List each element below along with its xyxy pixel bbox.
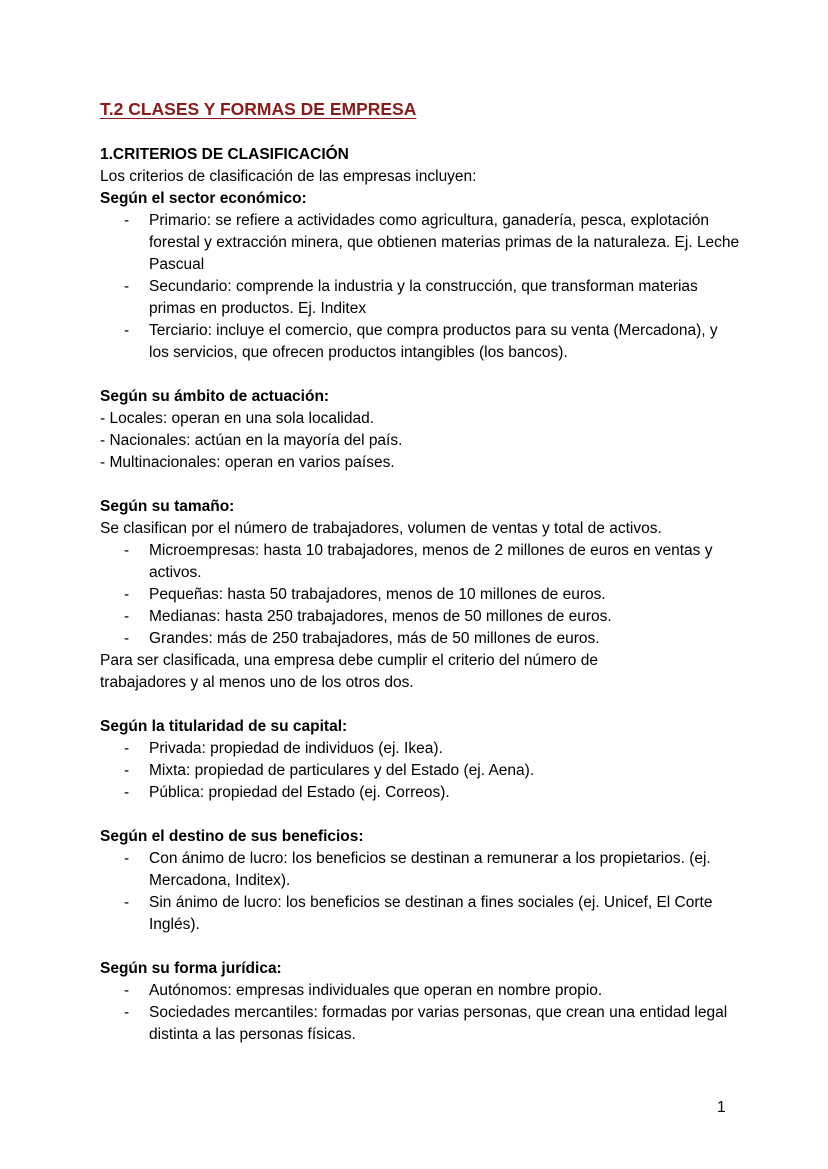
subheading-forma: Según su forma jurídica:	[100, 960, 282, 977]
destino-list	[100, 848, 740, 936]
tamano-note-line: Para ser clasificada, una empresa debe cumplir el criterio del número de	[100, 652, 598, 669]
ambito-line: - Locales: operan en una sola localidad.	[100, 410, 375, 427]
ambito-line: - Nacionales: actúan en la mayoría del país.	[100, 432, 403, 449]
sector-list	[100, 210, 740, 364]
list-item: - Sin ánimo de lucro: los beneficios se destinan a fines sociales (ej. Unicef, El Corte Inglés).	[100, 892, 740, 936]
forma-list	[100, 980, 740, 1046]
list-item: - Microempresas: hasta 10 trabajadores, menos de 2 millones de euros en ventas y activos.	[100, 540, 740, 584]
list-item: - Primario: se refiere a actividades como agricultura, ganadería, pesca, explotación forestal y extracción minera, que obtienen materias primas de la naturaleza. Ej. Leche Pascual	[100, 210, 740, 276]
document-body	[100, 96, 740, 1046]
subheading-titularidad: Según la titularidad de su capital:	[100, 718, 348, 735]
subheading-destino: Según el destino de sus beneficios:	[100, 828, 364, 845]
list-item: - Sociedades mercantiles: formadas por varias personas, que crean una entidad legal distinta a las personas físicas.	[100, 1002, 740, 1046]
titularidad-list	[100, 738, 740, 804]
list-item: - Con ánimo de lucro: los beneficios se destinan a remunerar a los propietarios. (ej. Mercadona, Inditex).	[100, 848, 740, 892]
list-item: - Medianas: hasta 250 trabajadores, menos de 50 millones de euros.	[100, 606, 740, 628]
ambito-line: - Multinacionales: operan en varios países.	[100, 454, 395, 471]
page-number: 1	[717, 1099, 726, 1116]
tamano-note-line: trabajadores y al menos uno de los otros dos.	[100, 674, 414, 691]
list-item: - Mixta: propiedad de particulares y del Estado (ej. Aena).	[100, 760, 740, 782]
document-title: T.2 CLASES Y FORMAS DE EMPRESA	[100, 99, 417, 119]
list-item: - Secundario: comprende la industria y la construcción, que transforman materias primas en productos. Ej. Inditex	[100, 276, 740, 320]
list-item: - Terciario: incluye el comercio, que compra productos para su venta (Mercadona), y los servicios, que ofrecen productos intangibles (los bancos).	[100, 320, 740, 364]
list-item: - Pequeñas: hasta 50 trabajadores, menos de 10 millones de euros.	[100, 584, 740, 606]
list-item: - Pública: propiedad del Estado (ej. Correos).	[100, 782, 740, 804]
criterios-intro: Los criterios de clasificación de las empresas incluyen:	[100, 168, 477, 185]
section-heading-criterios: 1.CRITERIOS DE CLASIFICACIÓN	[100, 146, 349, 163]
list-item: - Grandes: más de 250 trabajadores, más de 50 millones de euros.	[100, 628, 740, 650]
subheading-tamano: Según su tamaño:	[100, 498, 235, 515]
tamano-list	[100, 540, 740, 650]
tamano-intro: Se clasifican por el número de trabajadores, volumen de ventas y total de activos.	[100, 520, 662, 537]
subheading-ambito: Según su ámbito de actuación:	[100, 388, 330, 405]
subheading-sector: Según el sector económico:	[100, 190, 307, 207]
list-item: - Autónomos: empresas individuales que operan en nombre propio.	[100, 980, 740, 1002]
list-item: - Privada: propiedad de individuos (ej. Ikea).	[100, 738, 740, 760]
